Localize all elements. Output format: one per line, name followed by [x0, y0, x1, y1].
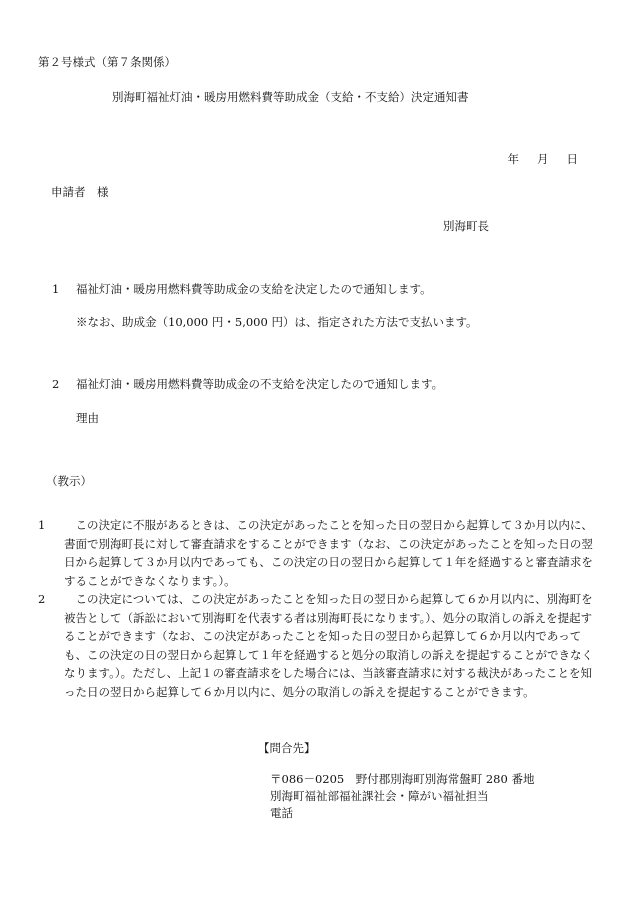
- decision-item-approval: [52, 283, 432, 297]
- issuer-name: 別海町長: [443, 219, 489, 233]
- contact-block: [270, 771, 534, 822]
- date-row: [508, 153, 579, 167]
- instruction-text: この決定に不服があるときは、この決定があったことを知った日の翌日から起算して３か月以内に、書面で別海町長に対して審査請求をすることができます（なお、この決定があったことを知った日の翌日から起算して３か月以内であっても、この決定の日の翌日から起算して１年を経過すると審査請求をすることができなくなります。）。: [64, 518, 593, 588]
- applicant-name: 申請者 様: [51, 185, 109, 199]
- decision-item-denial: [52, 378, 443, 392]
- payment-note: ※なお、助成金（10,000 円・5,000 円）は、指定された方法で支払います。: [76, 315, 478, 329]
- item-text: 福祉灯油・暖房用燃料費等助成金の支給を決定したので通知します。: [76, 282, 432, 296]
- contact-heading: 【問合先】: [258, 741, 316, 755]
- item-number: 1: [52, 282, 60, 296]
- contact-address: 〒086－0205 野付郡別海町別海常盤町 280 番地: [270, 772, 535, 786]
- instruction-number: 2: [38, 592, 46, 606]
- instruction-number: 1: [38, 518, 46, 532]
- date-month: 月: [537, 152, 549, 166]
- instruction-heading: （教示）: [46, 474, 92, 488]
- date-day: 日: [566, 152, 578, 166]
- instruction-list: [38, 516, 594, 701]
- item-text: 福祉灯油・暖房用燃料費等助成金の不支給を決定したので通知します。: [76, 377, 444, 391]
- document-title: 別海町福祉灯油・暖房用燃料費等助成金（支給・不支給）決定通知書: [112, 90, 469, 104]
- date-year: 年: [507, 152, 519, 166]
- instruction-text: この決定については、この決定があったことを知った日の翌日から起算して６か月以内に、別海町を被告として（訴訟において別海町を代表する者は別海町長になります。）、処分の取消しの訴えを提起することができます（なお、この決定があったことを知った日の翌日から起算して６か月以内であっても、この決定の日の翌日から起算して１年を経過すると処分の取消しの訴えを提起することができなくなります。）。ただし、上記１の審査請求をした場合には、当該審査請求に対する裁決があったことを知った日の翌日から起算して６か月以内に、処分の取消しの訴えを提起することができます。: [64, 592, 593, 699]
- reason-label: 理由: [76, 411, 99, 425]
- form-label: 第２号様式（第７条関係）: [38, 55, 176, 69]
- contact-phone: 電話: [270, 806, 293, 820]
- instruction-item: [38, 516, 594, 590]
- item-number: 2: [52, 377, 60, 391]
- instruction-item: [38, 590, 594, 701]
- contact-department: 別海町福祉部福祉課社会・障がい福祉担当: [270, 789, 489, 803]
